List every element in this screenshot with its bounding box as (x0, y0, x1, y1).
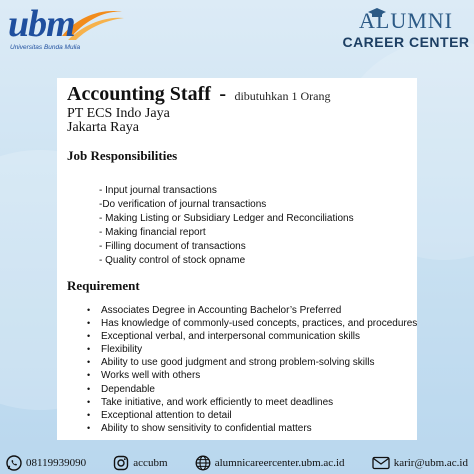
job-title: Accounting Staff (67, 83, 211, 105)
requirement-text: Flexibility (101, 344, 143, 356)
list-item (87, 383, 417, 396)
ubm-logo (6, 3, 124, 54)
bullet-icon: • (87, 305, 91, 315)
title-dash: - (219, 83, 227, 105)
bullet-icon: • (87, 331, 91, 342)
list-item (87, 409, 417, 422)
website-contact[interactable] (195, 455, 345, 471)
responsibilities-heading: Job Responsibilities (67, 148, 178, 163)
list-item: -Do verification of journal transactions (99, 199, 267, 210)
requirement-heading: Requirement (67, 278, 140, 293)
whatsapp-contact[interactable] (6, 455, 86, 471)
whatsapp-icon (6, 455, 22, 471)
requirement-text: Has knowledge of commonly-used concepts, practices, and procedures (101, 318, 418, 330)
requirement-text: Associates Degree in Accounting Bachelor’s Preferred (101, 305, 342, 316)
requirement-text: Ability to use good judgment and strong problem-solving skills (101, 357, 375, 369)
list-item (87, 356, 417, 369)
list-item (87, 396, 417, 409)
vacancy-count: dibutuhkan 1 Orang (234, 89, 331, 103)
email-address: karir@ubm.ac.id (393, 456, 468, 469)
bullet-icon: • (87, 409, 91, 420)
career-center-wordmark: CAREER CENTER (342, 34, 470, 50)
list-item (87, 343, 417, 356)
job-posting-card (57, 78, 417, 440)
alumni-wordmark: ALUMNI (359, 8, 453, 33)
bullet-icon: • (87, 370, 91, 381)
ubm-subtitle: Universitas Bunda Mulia (10, 44, 81, 51)
globe-icon (195, 455, 211, 471)
website-url: alumnicareercenter.ubm.ac.id (214, 456, 345, 469)
list-item (87, 304, 417, 317)
list-item: - Making Listing or Subsidiary Ledger and Reconciliations (99, 213, 354, 224)
bullet-icon: • (87, 383, 91, 394)
instagram-handle: accubm (133, 456, 168, 469)
requirement-text: Exceptional verbal, and interpersonal communication skills (101, 331, 361, 343)
email-icon (372, 456, 390, 470)
requirement-text: Dependable (101, 383, 155, 395)
bullet-icon: • (87, 318, 91, 329)
bullet-icon: • (87, 344, 91, 355)
list-item (87, 369, 417, 382)
bullet-icon: • (87, 396, 91, 407)
requirement-text: Take initiative, and work efficiently to meet deadlines (101, 396, 334, 408)
requirement-text: Ability to show sensitivity to confidential matters (101, 422, 312, 434)
list-item (87, 422, 417, 435)
requirements-list (87, 304, 417, 435)
contact-footer (0, 451, 474, 474)
responsibilities-list (99, 184, 354, 268)
list-item (87, 330, 417, 343)
bullet-icon: • (87, 357, 91, 368)
instagram-contact[interactable] (113, 455, 167, 471)
instagram-icon (113, 455, 129, 471)
alumni-career-center-logo (342, 8, 470, 64)
list-item (87, 317, 417, 330)
email-contact[interactable] (372, 456, 468, 470)
list-item: - Input journal transactions (99, 185, 217, 196)
list-item: - Quality control of stock opname (99, 255, 246, 266)
job-location: Jakarta Raya (67, 120, 139, 135)
whatsapp-number: 08119939090 (26, 456, 87, 469)
list-item: - Making financial report (99, 227, 206, 238)
requirement-text: Exceptional attention to detail (101, 409, 232, 421)
ubm-wordmark: ubm (8, 3, 75, 45)
bullet-icon: • (87, 422, 91, 433)
title-row (67, 83, 330, 106)
list-item: - Filling document of transactions (99, 241, 246, 252)
requirement-text: Works well with others (101, 370, 201, 382)
company-name: PT ECS Indo Jaya (67, 106, 170, 121)
